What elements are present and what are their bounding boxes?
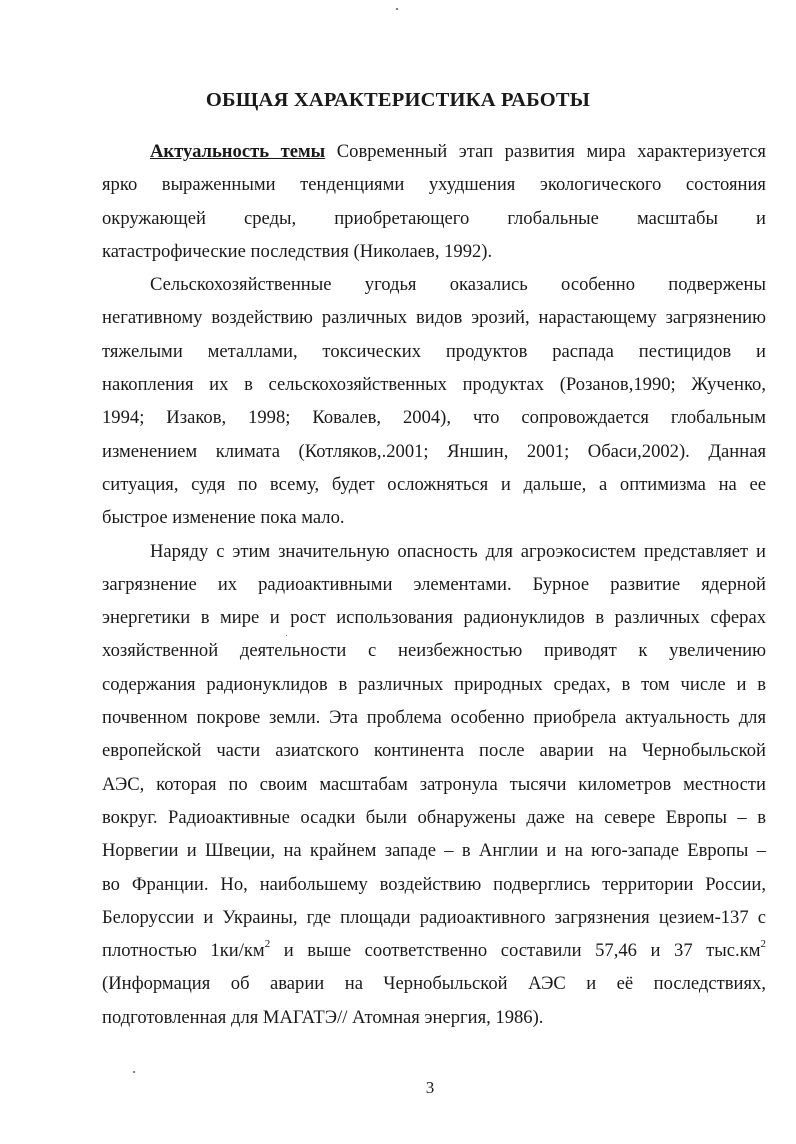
section-heading: Актуальность темы xyxy=(150,141,326,162)
text-line: хозяйственной деятельности с неизбежностью приводят к увеличению xyxy=(102,640,766,662)
text-line: Белоруссии и Украины, где площади радиоактивного загрязнения цезием-137 с xyxy=(102,906,766,928)
text-line: содержания радионуклидов в различных природных средах, в том числе и в xyxy=(102,673,766,695)
superscript: 2 xyxy=(264,937,271,950)
scan-speck xyxy=(133,1071,135,1073)
text-line: катастрофические последствия (Николаев, 1992). xyxy=(102,240,493,262)
text-line: тяжелыми металлами, токсических продуктов распада пестицидов и xyxy=(102,340,766,362)
text-line: (Информация об аварии на Чернобыльской АЭС и её последствиях, xyxy=(102,973,766,995)
paragraph-relevance xyxy=(102,135,766,268)
page-title: ОБЩАЯ ХАРАКТЕРИСТИКА РАБОТЫ xyxy=(205,89,591,111)
text-line: окружающей среды, приобретающего глобальные масштабы и xyxy=(102,207,766,229)
page-number: 3 xyxy=(425,1078,435,1097)
text-line: подготовленная для МАГАТЭ// Атомная энергия, 1986). xyxy=(102,1006,544,1028)
text-line: во Франции. Но, наибольшему воздействию подверглись территории России, xyxy=(102,873,766,895)
text-line: Актуальность темы Современный этап развития мира характеризуется xyxy=(150,141,766,162)
text-line: европейской части азиатского континента после аварии на Чернобыльской xyxy=(102,740,766,762)
text-line: изменением климата (Котляков,.2001; Яншин, 2001; Обаси,2002). Данная xyxy=(102,440,766,462)
text-line: ситуация, судя по всему, будет осложняться и дальше, а оптимизма на ее xyxy=(102,473,766,495)
text-line: АЭС, которая по своим масштабам затронула тысячи километров местности xyxy=(102,773,766,795)
text-line-density: плотностью $1ки/км^2$ и выше соответственно составили 57,46 и 37 $тыс.км^2$ xyxy=(102,937,767,962)
text-line: Наряду с этим значительную опасность для агроэкосистем представляет и xyxy=(150,540,766,562)
text-line: быстрое изменение пока мало. xyxy=(102,507,345,529)
body-text xyxy=(102,135,766,1034)
scan-speck xyxy=(396,8,398,10)
paragraph-radiation xyxy=(102,535,766,1034)
text-line: накопления их в сельскохозяйственных продуктах (Розанов,1990; Жученко, xyxy=(102,374,766,396)
text-line: ярко выраженными тенденциями ухудшения экологического состояния xyxy=(102,174,766,196)
superscript: 2 xyxy=(760,937,767,950)
text-line: почвенном покрове земли. Эта проблема особенно приобрела актуальность для xyxy=(102,707,766,729)
text-line: вокруг. Радиоактивные осадки были обнаружены даже на севере Европы – в xyxy=(102,806,766,828)
paragraph-agriculture xyxy=(102,268,766,534)
text-line: загрязнение их радиоактивными элементами. Бурное развитие ядерной xyxy=(102,573,766,595)
text-line: 1994; Изаков, 1998; Ковалев, 2004), что сопровождается глобальным xyxy=(102,407,766,429)
text-line: энергетики в мире и рост использования радионуклидов в различных сферах xyxy=(102,607,766,629)
text-line: негативному воздействию различных видов эрозий, нарастающему загрязнению xyxy=(102,307,766,329)
text-line: Норвегии и Швеции, на крайнем западе – в Англии и на юго-западе Европы – xyxy=(102,840,766,862)
text-line: Сельскохозяйственные угодья оказались особенно подвержены xyxy=(150,274,766,296)
scan-speck xyxy=(286,635,287,636)
